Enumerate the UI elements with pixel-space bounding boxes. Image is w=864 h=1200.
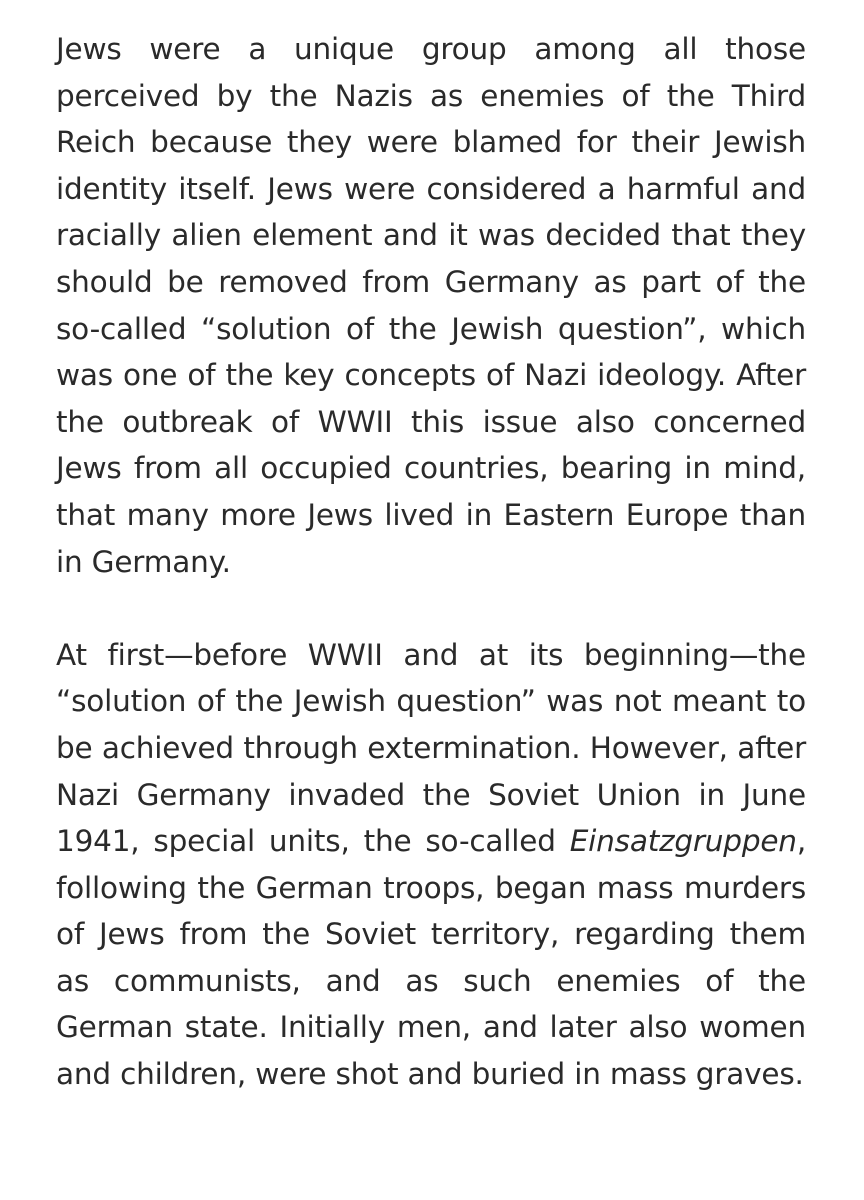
- paragraph-2-continuation: , following the German troops, began mass murders of Jews from the Soviet territory, regarding them as communists, and as such enemies of the German state. Initially men, and later also women and children, were shot and buried in mass graves.: [56, 824, 806, 1092]
- einsatzgruppen-term: Einsatzgruppen: [569, 824, 797, 859]
- paragraph-1: Jews were a unique group among all those perceived by the Nazis as enemies of the Third Reich because they were blamed for their Jewish identity itself. Jews were considered a harmful and racially alien element and it was decided that they should be removed from Germany as part of the so-called “solution of the Jewish question”, which was one of the key concepts of Nazi ideology. After the outbreak of WWII this issue also concerned Jews from all occupied countries, bearing in mind, that many more Jews lived in Eastern Europe than in Germany.: [56, 32, 806, 579]
- paragraph-2-intro: At first—before WWII and at its beginning—the “solution of the Jewish question” was not meant to be achieved through extermination. However, after Nazi Germany invaded the Soviet Union in June 1941, special units, the so-called: [56, 637, 806, 859]
- article-body: [56, 26, 806, 1098]
- paragraph-2: [56, 632, 806, 1098]
